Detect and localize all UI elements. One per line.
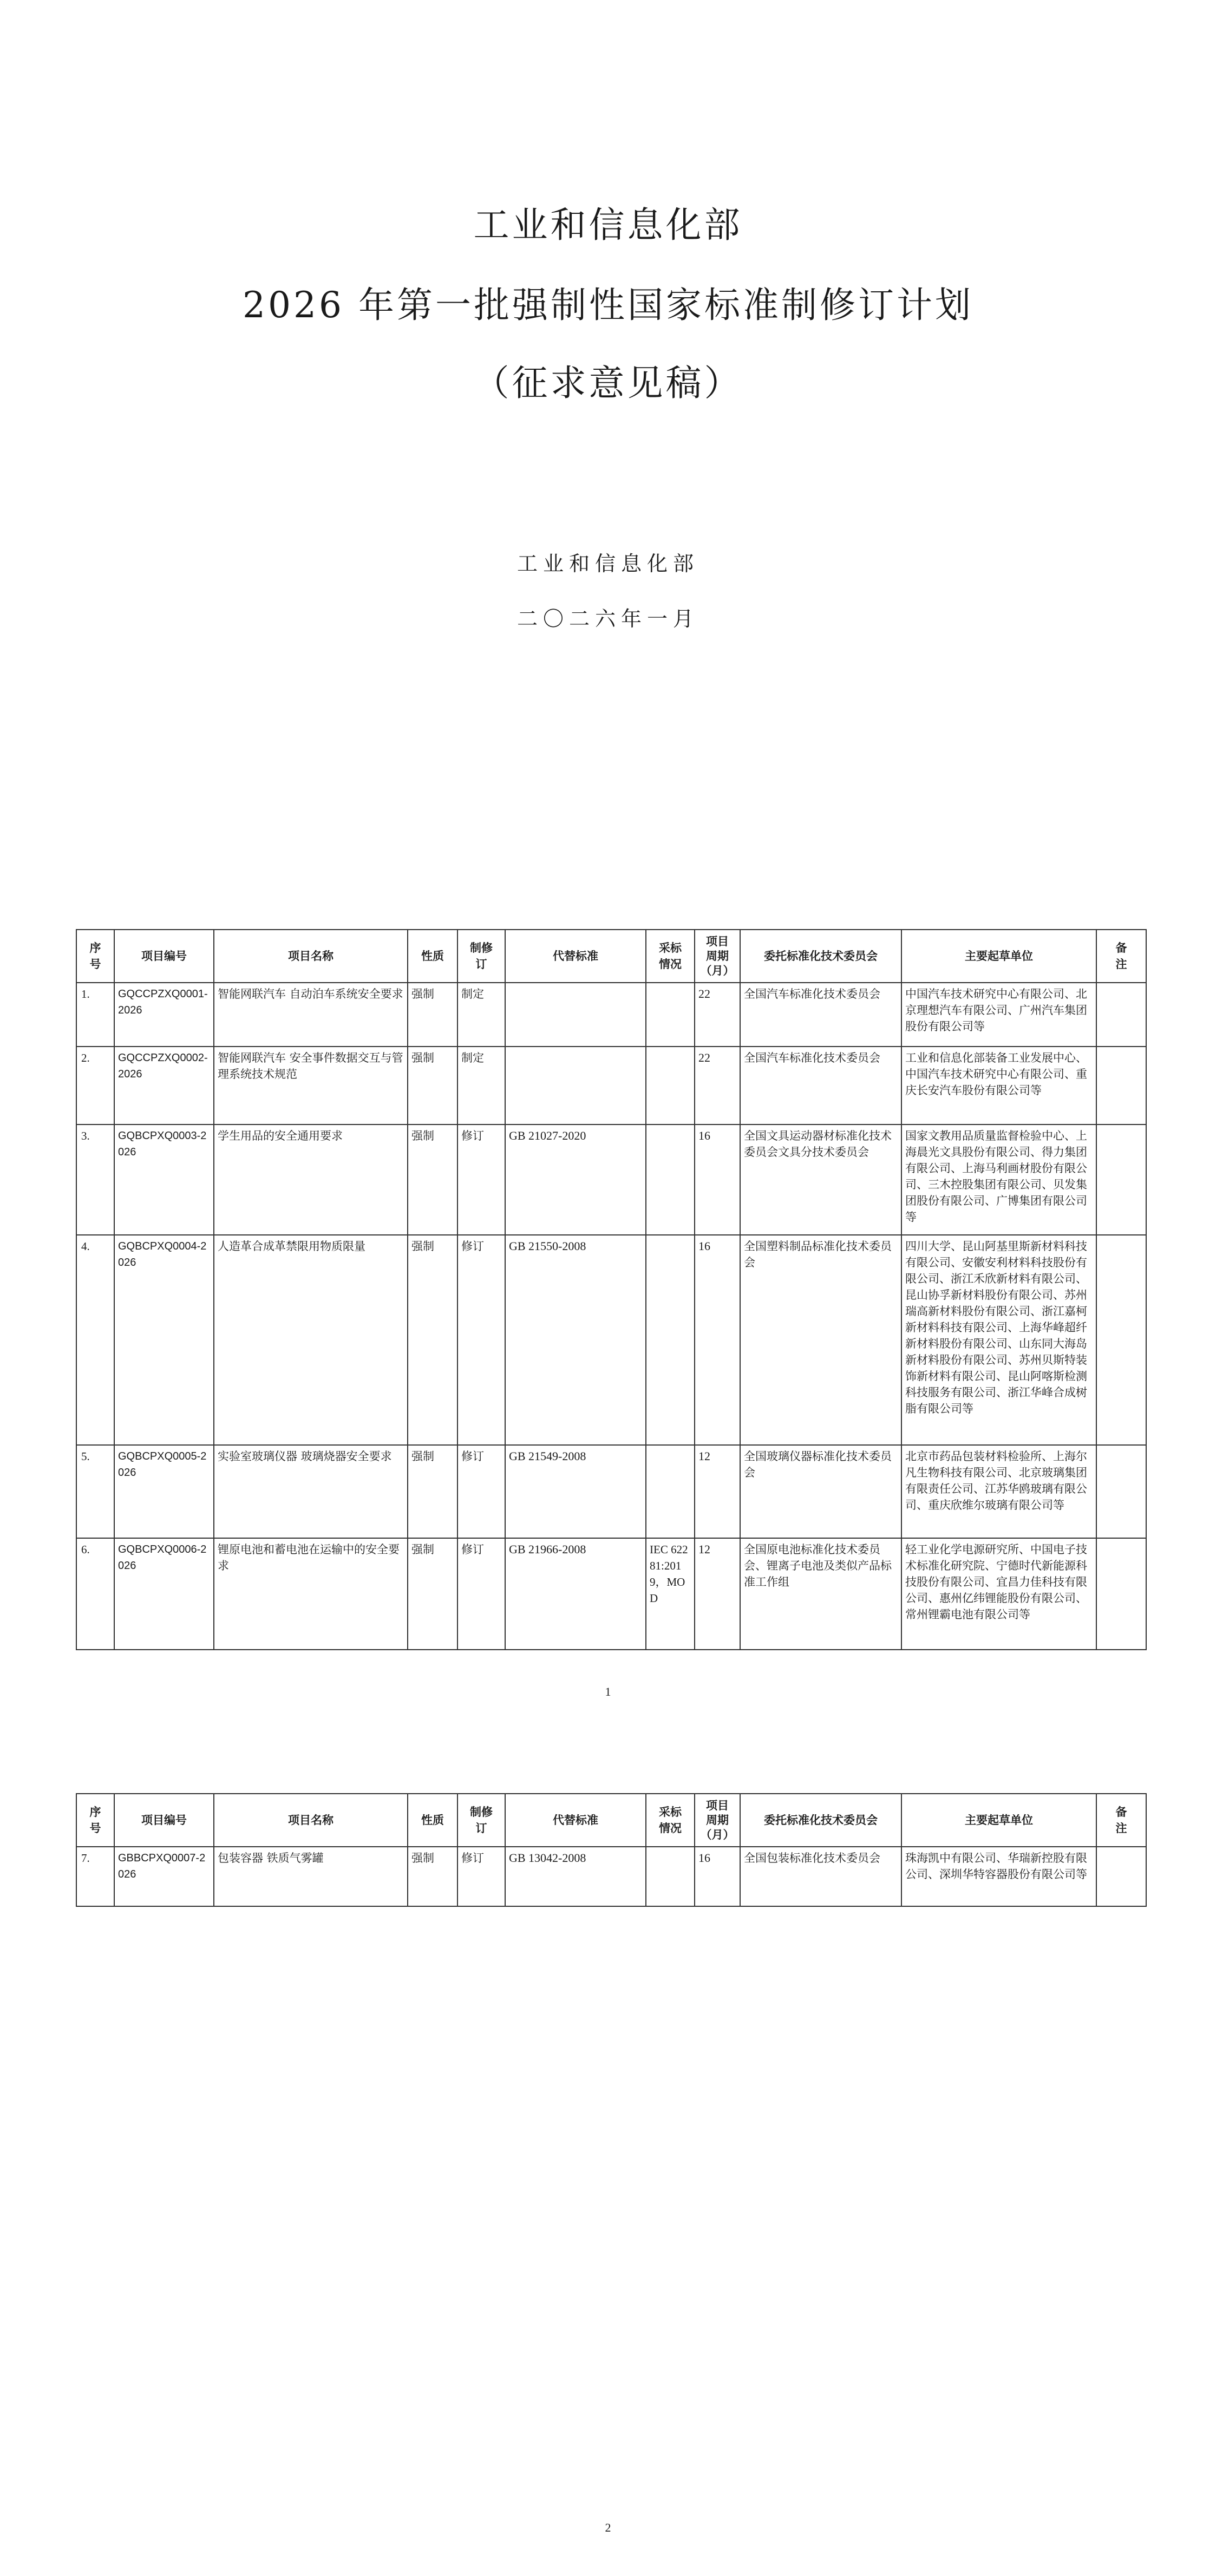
cell-name: 学生用品的安全通用要求 [214,1124,408,1235]
cell-drafters: 轻工业化学电源研究所、中国电子技术标准化研究院、宁德时代新能源科技股份有限公司、宜昌力佳科技有限公司、惠州亿纬锂能股份有限公司、常州锂霸电池有限公司等 [901,1538,1096,1650]
header-no: 序 号 [76,930,114,983]
cell-committee: 全国包装标准化技术委员会 [740,1847,901,1906]
cell-remarks [1096,1847,1146,1906]
cell-remarks [1096,1124,1146,1235]
header-remarks: 备 注 [1096,1794,1146,1847]
cell-name: 智能网联汽车 安全事件数据交互与管理系统技术规范 [214,1047,408,1124]
cell-code: GQCCPZXQ0002-2026 [114,1047,214,1124]
table-row [76,1047,1146,1124]
cell-drafters: 工业和信息化部装备工业发展中心、中国汽车技术研究中心有限公司、重庆长安汽车股份有限公司等 [901,1047,1096,1124]
cell-no: 2. [76,1047,114,1124]
cell-remarks [1096,983,1146,1047]
table-row [76,1235,1146,1445]
header-revision: 制修 订 [457,1794,505,1847]
table-row [76,1445,1146,1538]
header-remarks: 备 注 [1096,930,1146,983]
cell-nature: 强制 [408,1847,457,1906]
cell-name: 人造革合成革禁限用物质限量 [214,1235,408,1445]
cell-replaced: GB 21027-2020 [505,1124,646,1235]
cell-revision: 修订 [457,1847,505,1906]
header-revision: 制修 订 [457,930,505,983]
cell-name: 实验室玻璃仪器 玻璃烧器安全要求 [214,1445,408,1538]
cell-period: 16 [695,1235,740,1445]
page-number: 1 [605,1685,611,1698]
cell-replaced [505,983,646,1047]
header-committee: 委托标准化技术委员会 [740,930,901,983]
cell-code: GQCCPZXQ0001-2026 [114,983,214,1047]
document-title-line-1: 工业和信息化部 [473,204,743,246]
table-row [76,1538,1146,1650]
cell-no: 3. [76,1124,114,1235]
cell-nature: 强制 [408,1124,457,1235]
cell-drafters: 四川大学、昆山阿基里斯新材料科技有限公司、安徽安利材料科技股份有限公司、浙江禾欣新材料有限公司、昆山协孚新材料股份有限公司、苏州瑞高新材料股份有限公司、浙江嘉柯新材料科技有限公司、上海华峰超纤新材料股份有限公司、山东同大海岛新材料股份有限公司、苏州贝斯特装饰新材料有限公司、昆山阿喀斯检测科技服务有限公司、浙江华峰合成树脂有限公司等 [901,1235,1096,1445]
header-drafters: 主要起草单位 [901,1794,1096,1847]
cell-revision: 制定 [457,983,505,1047]
cell-committee: 全国塑料制品标准化技术委员会 [740,1235,901,1445]
header-drafters: 主要起草单位 [901,930,1096,983]
cell-remarks [1096,1445,1146,1538]
cell-drafters: 国家文教用品质量监督检验中心、上海晨光文具股份有限公司、得力集团有限公司、上海马利画材股份有限公司、三木控股集团有限公司、贝发集团股份有限公司、广博集团有限公司等 [901,1124,1096,1235]
page-number: 2 [605,2521,611,2534]
cell-revision: 修订 [457,1124,505,1235]
cell-revision: 制定 [457,1047,505,1124]
cell-remarks [1096,1538,1146,1650]
cell-replaced: GB 21966-2008 [505,1538,646,1650]
cell-no: 7. [76,1847,114,1906]
header-replaced: 代替标准 [505,930,646,983]
cell-nature: 强制 [408,1047,457,1124]
cell-committee: 全国汽车标准化技术委员会 [740,1047,901,1124]
header-adoption: 采标 情况 [646,930,695,983]
cell-adoption [646,1124,695,1235]
cell-code: GQBCPXQ0003-2026 [114,1124,214,1235]
table-header-row [76,930,1146,983]
cell-committee: 全国玻璃仪器标准化技术委员会 [740,1445,901,1538]
cell-drafters: 中国汽车技术研究中心有限公司、北京理想汽车有限公司、广州汽车集团股份有限公司等 [901,983,1096,1047]
document-title-line-3: （征求意见稿） [473,362,743,404]
cell-period: 22 [695,983,740,1047]
plan-table-page-1 [76,929,1147,1650]
header-period: 项目 周期 （月） [695,1794,740,1847]
header-name: 项目名称 [214,1794,408,1847]
cell-committee: 全国原电池标准化技术委员会、锂离子电池及类似产品标准工作组 [740,1538,901,1650]
cell-no: 1. [76,983,114,1047]
cell-period: 12 [695,1445,740,1538]
cell-drafters: 珠海凯中有限公司、华瑞新控股有限公司、深圳华特容器股份有限公司等 [901,1847,1096,1906]
issue-date: 二〇二六年一月 [517,607,699,631]
cell-no: 4. [76,1235,114,1445]
header-committee: 委托标准化技术委员会 [740,1794,901,1847]
document-title-line-2: 2026 年第一批强制性国家标准制修订计划 [243,284,973,326]
cell-code: GQBCPXQ0006-2026 [114,1538,214,1650]
cell-code: GQBCPXQ0005-2026 [114,1445,214,1538]
plan-table-page-2 [76,1793,1147,1907]
cell-revision: 修订 [457,1235,505,1445]
header-nature: 性质 [408,1794,457,1847]
header-code: 项目编号 [114,1794,214,1847]
cell-adoption [646,1847,695,1906]
cell-period: 16 [695,1124,740,1235]
header-no: 序 号 [76,1794,114,1847]
cell-name: 锂原电池和蓄电池在运输中的安全要求 [214,1538,408,1650]
issuer: 工业和信息化部 [517,552,699,576]
cell-nature: 强制 [408,1235,457,1445]
cell-nature: 强制 [408,983,457,1047]
cell-adoption [646,983,695,1047]
cell-replaced [505,1047,646,1124]
cell-adoption [646,1047,695,1124]
cell-code: GQBCPXQ0004-2026 [114,1235,214,1445]
cell-period: 22 [695,1047,740,1124]
cell-adoption: IEC 62281:2019，MOD [646,1538,695,1650]
cell-adoption [646,1235,695,1445]
cell-nature: 强制 [408,1445,457,1538]
cell-committee: 全国汽车标准化技术委员会 [740,983,901,1047]
cell-name: 包装容器 铁质气雾罐 [214,1847,408,1906]
cell-revision: 修订 [457,1445,505,1538]
table-header-row [76,1794,1146,1847]
header-adoption: 采标 情况 [646,1794,695,1847]
cell-revision: 修订 [457,1538,505,1650]
cell-committee: 全国文具运动器材标准化技术委员会文具分技术委员会 [740,1124,901,1235]
table-row [76,983,1146,1047]
header-replaced: 代替标准 [505,1794,646,1847]
table-row [76,1124,1146,1235]
table-row [76,1847,1146,1906]
cell-name: 智能网联汽车 自动泊车系统安全要求 [214,983,408,1047]
cell-no: 6. [76,1538,114,1650]
cell-replaced: GB 21549-2008 [505,1445,646,1538]
cell-replaced: GB 13042-2008 [505,1847,646,1906]
cell-adoption [646,1445,695,1538]
header-name: 项目名称 [214,930,408,983]
cell-drafters: 北京市药品包装材料检验所、上海尔凡生物科技有限公司、北京玻璃集团有限责任公司、江苏华鸥玻璃有限公司、重庆欣维尔玻璃有限公司等 [901,1445,1096,1538]
header-period: 项目 周期 （月） [695,930,740,983]
header-code: 项目编号 [114,930,214,983]
cell-period: 16 [695,1847,740,1906]
cell-remarks [1096,1235,1146,1445]
header-nature: 性质 [408,930,457,983]
cell-nature: 强制 [408,1538,457,1650]
cell-code: GBBCPXQ0007-2026 [114,1847,214,1906]
cell-replaced: GB 21550-2008 [505,1235,646,1445]
cell-period: 12 [695,1538,740,1650]
cell-no: 5. [76,1445,114,1538]
cell-remarks [1096,1047,1146,1124]
